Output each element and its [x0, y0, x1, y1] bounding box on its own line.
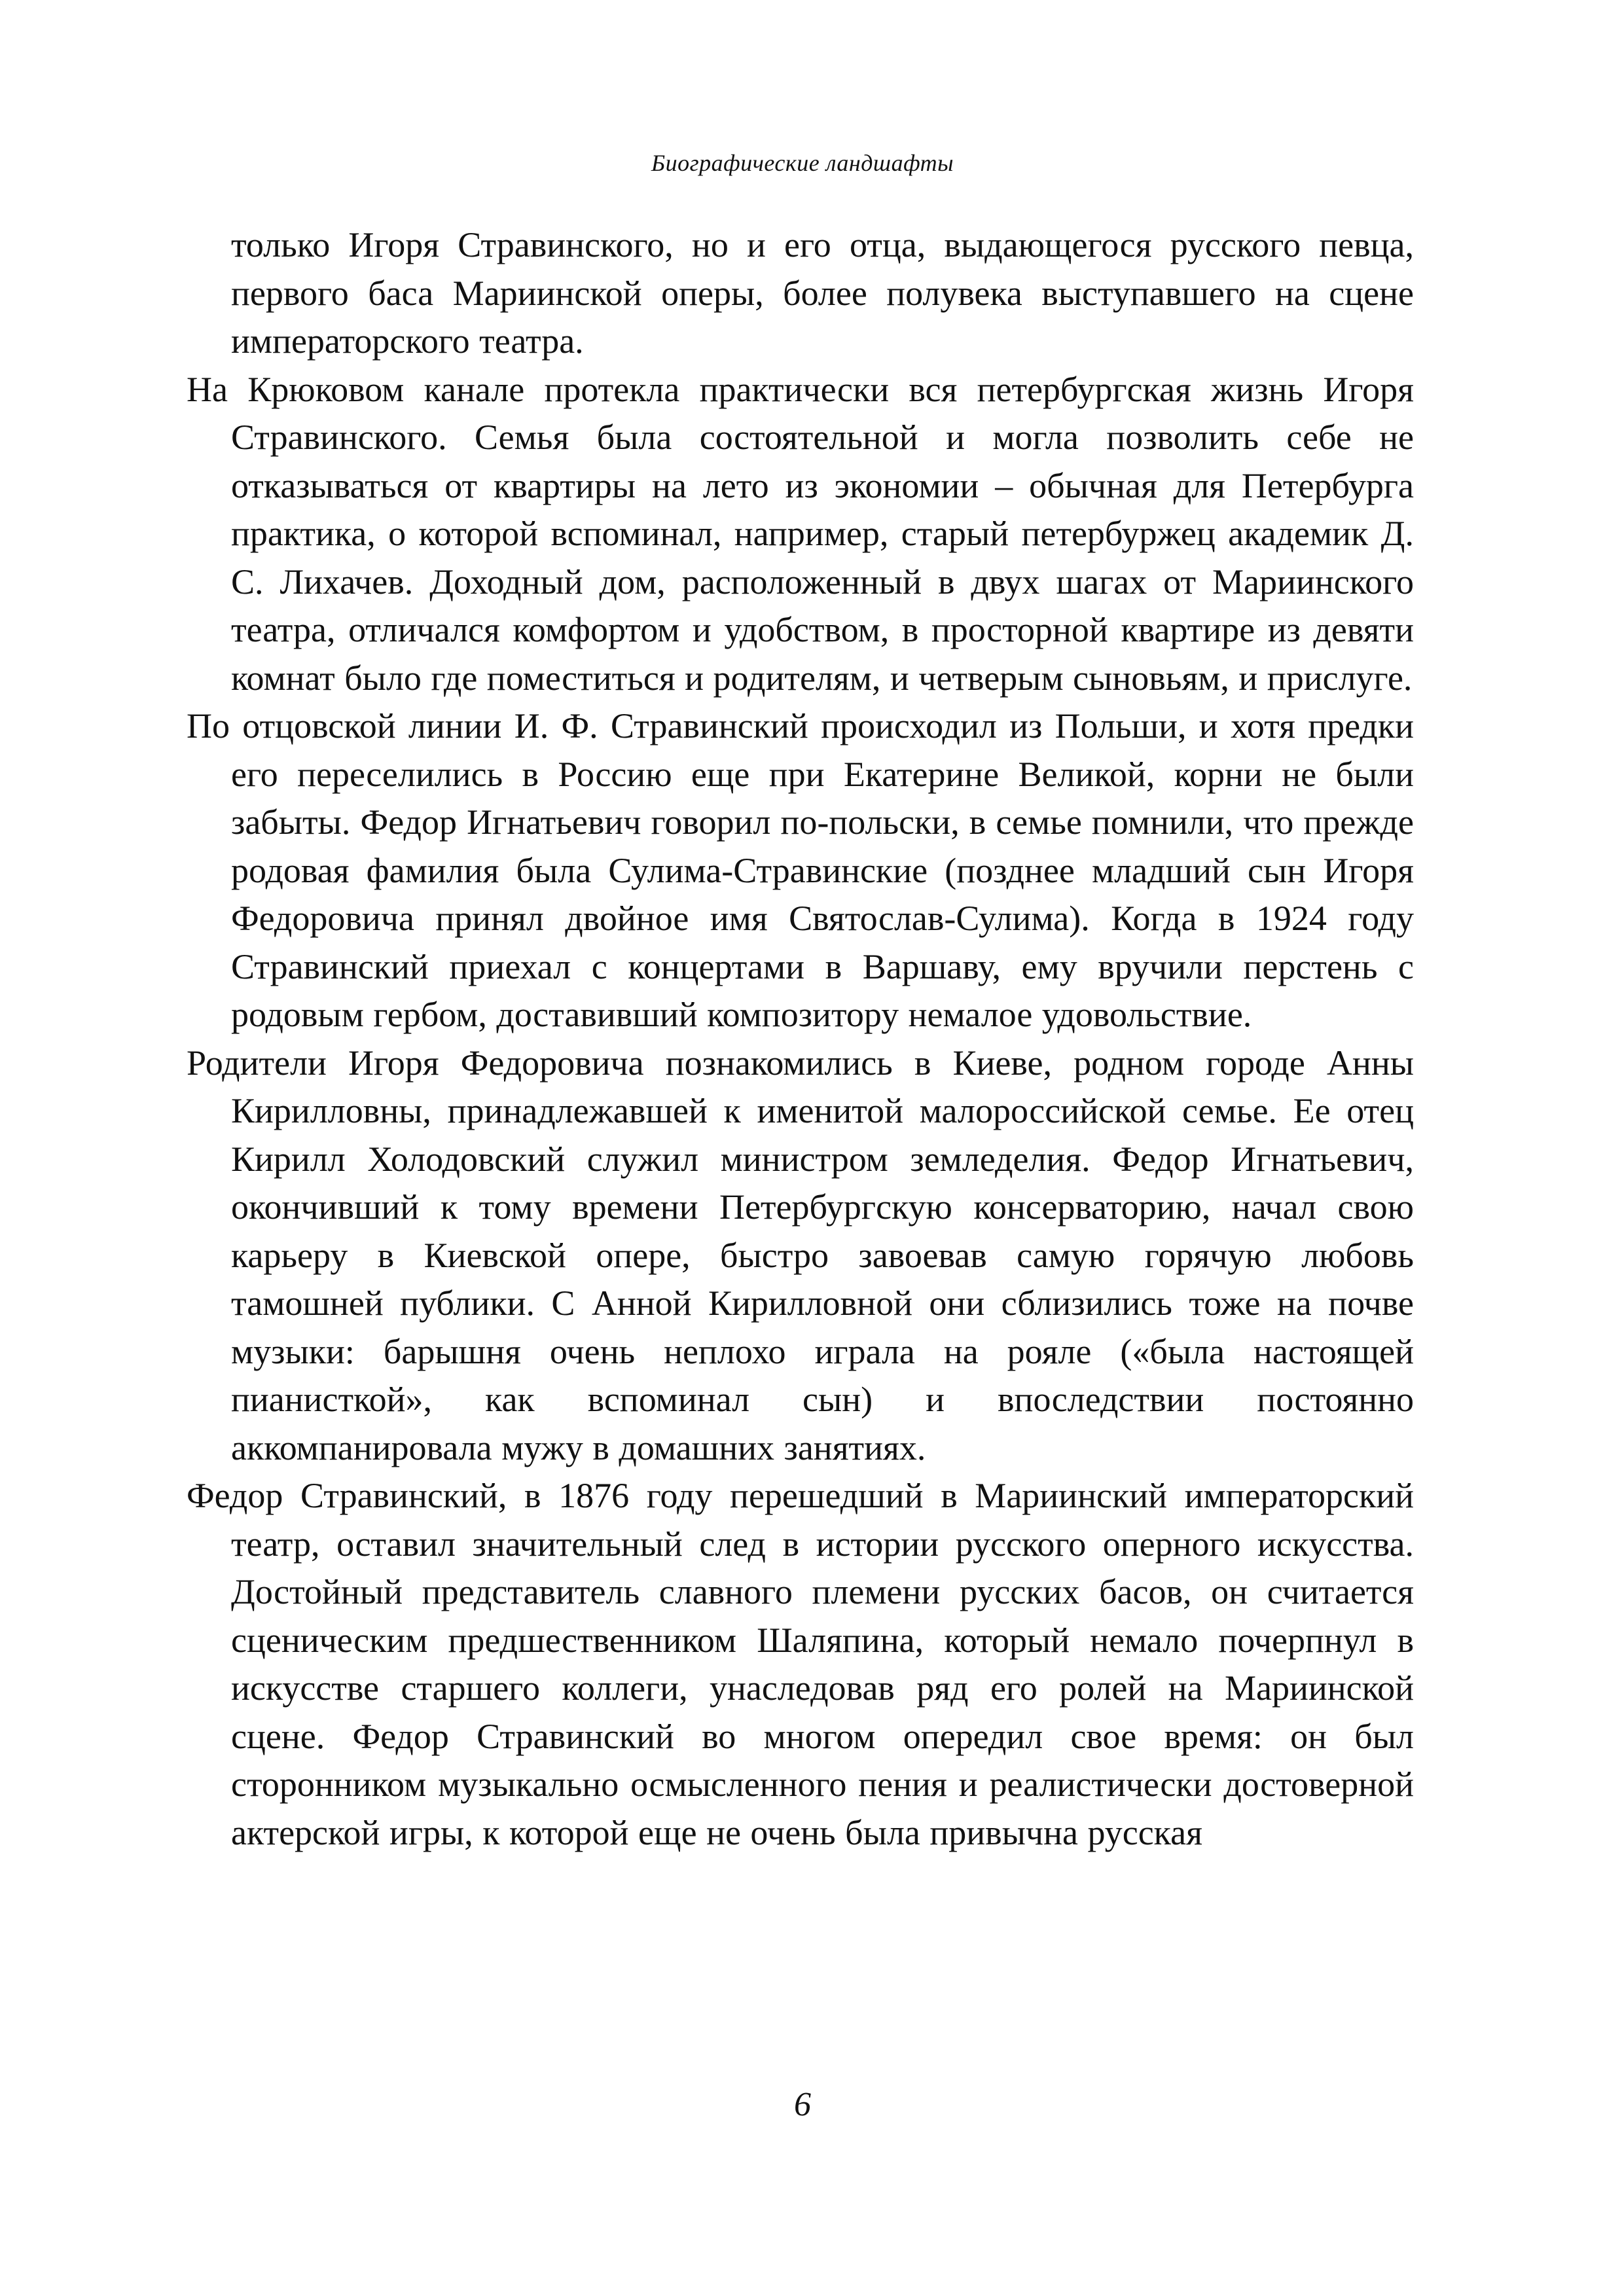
paragraph-paternal-line: По отцовской линии И. Ф. Стравинский происходил из Польши, и хотя предки его переселились в Россию еще при Екатерине Великой, корни не были забыты. Федор Игнатьевич говорил по-польски, в семье помнили, что прежде родовая фамилия была Сулима-Стравинские (позднее младший сын Игоря Федоровича принял двойное имя Святослав-Сулима). Когда в 1924 году Стравинский приехал с концертами в Варшаву, ему вручили перстень с родовым гербом, доставивший композитору немалое удовольствие.: [187, 706, 1414, 1034]
paragraph-fyodor-stravinsky: Федор Стравинский, в 1876 году перешедший в Мариинский императорский театр, оставил значительный след в истории русского оперного искусства. Достойный представитель славного племени русских басов, он считается сценическим предшественником Шаляпина, который немало почерпнул в искусстве старшего коллеги, унаследовав ряд его ролей на Мариинской сцене. Федор Стравинский во многом опередил свое время: он был сторонником музыкально осмысленного пения и реалистически достоверной актерской игры, к которой еще не очень была привычна русская: [187, 1476, 1414, 1852]
paragraph-parents: Родители Игоря Федоровича познакомились в Киеве, родном городе Анны Кирилловны, принадлежавшей к именитой малороссийской семье. Ее отец Кирилл Холодовский служил министром земледелия. Федор Игнатьевич, окончивший к тому времени Петербургскую консерваторию, начал свою карьеру в Киевской опере, быстро завоевав самую горячую любовь тамошней публики. С Анной Кирилловной они сблизились тоже на почве музыки: барышня очень неплохо играла на рояле («была настоящей пианисткой», как вспоминал сын) и впоследствии постоянно аккомпанировала мужу в домашних занятиях.: [187, 1043, 1414, 1467]
running-head: Биографические ландшафты: [651, 150, 954, 176]
paragraph-continued: только Игоря Стравинского, но и его отца, выдающегося русского певца, первого баса Мариинской оперы, более полувека выступавшего на сцене императорского театра.: [231, 225, 1414, 361]
paragraph-kryukov-canal: На Крюковом канале протекла практически вся петербургская жизнь Игоря Стравинского. Семья была состоятельной и могла позволить себе не отказываться от квартиры на лето из экономии – обычная для Петербурга практика, о которой вспоминал, например, старый петербуржец академик Д. С. Лихачев. Доходный дом, расположенный в двух шагах от Мариинского театра, отличался комфортом и удобством, в просторной квартире из девяти комнат было где поместиться и родителям, и четверым сыновьям, и прислуге.: [187, 369, 1414, 698]
body-text: [187, 221, 1414, 1857]
page-number: 6: [794, 2086, 811, 2123]
